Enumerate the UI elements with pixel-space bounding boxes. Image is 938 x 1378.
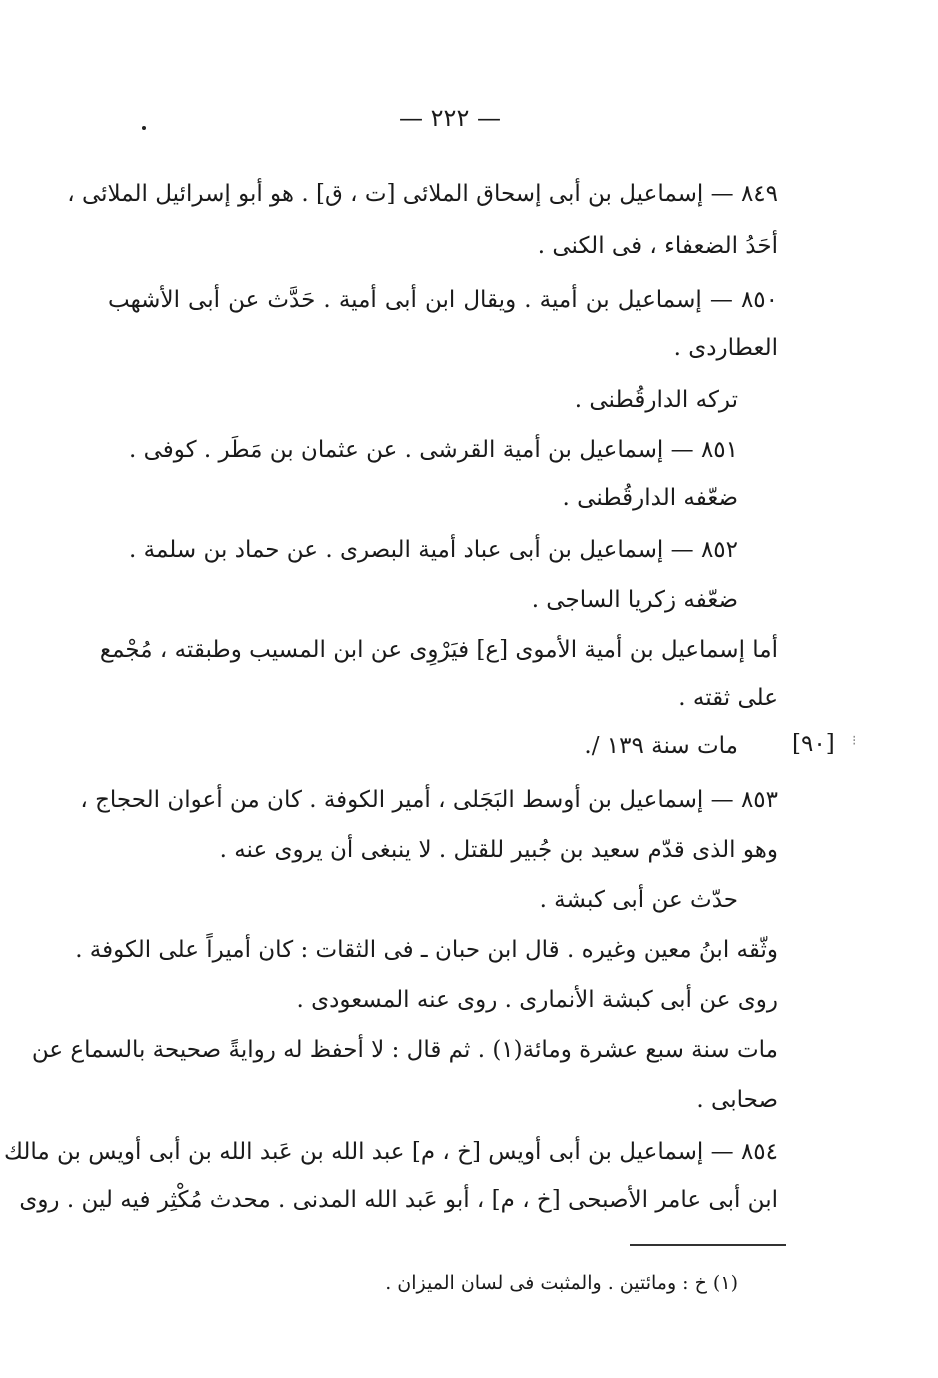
entry-850-note: تركه الدارقُطنى . [574, 387, 738, 413]
entry-853-line-1: ٨٥٣ — إسماعيل بن أوسط البَجَلى ، أمير الكوفة . كان من أعوان الحجاج ، [80, 787, 778, 813]
page-number: — ٢٢٢ — [399, 104, 501, 132]
margin-tick-mark: ⁝ [852, 733, 857, 749]
entry-853-line-4: وثّقه ابنُ معين وغيره . قال ابن حبان ـ فى الثقات : كان أميراً على الكوفة . [75, 937, 778, 963]
entry-853-line-2: وهو الذى قدّم سعيد بن جُبير للقتل . لا ينبغى أن يروى عنه . [219, 837, 778, 863]
entry-852-note: ضعّفه زكريا الساجى . [531, 587, 738, 613]
entry-853-line-6: مات سنة سبع عشرة ومائة(١) . ثم قال : لا أحفظ له روايةً صحيحة بالسماع عن [31, 1037, 778, 1063]
footnote: (١) خ : ومائتين . والمثبت فى لسان الميزان . [385, 1272, 738, 1294]
entry-849-line-1: ٨٤٩ — إسماعيل بن أبى إسحاق الملائى [ت ، ق] . هو أبو إسرائيل الملائى ، [67, 181, 778, 207]
entry-854-line-1: ٨٥٤ — إسماعيل بن أبى أويس [خ ، م] عبد الله بن عَبد الله بن أبى أويس بن مالك [3, 1139, 778, 1165]
margin-page-marker: [٩٠] [792, 731, 835, 757]
umawi-line-2: على ثقته . [678, 685, 778, 711]
entry-851-line-1: ٨٥١ — إسماعيل بن أمية القرشى . عن عثمان بن مَطَر . كوفى . [128, 437, 738, 463]
entry-851-note: ضعّفه الدارقُطنى . [562, 485, 738, 511]
entry-853-line-3: حدّث عن أبى كبشة . [539, 887, 738, 913]
entry-849-line-2: أحَدُ الضعفاء ، فى الكنى . [537, 233, 778, 259]
umawi-line-1: أما إسماعيل بن أمية الأموى [ع] فيَرْوِى عن ابن المسيب وطبقته ، مُجْمع [99, 637, 778, 663]
entry-854-line-2: ابن أبى عامر الأصبحى [خ ، م] ، أبو عَبد الله المدنى . محدث مُكْثِر فيه لين . روى [19, 1187, 778, 1213]
umawi-death: مات سنة ١٣٩ /. [584, 733, 738, 759]
footnote-divider [630, 1244, 786, 1246]
entry-852-line-1: ٨٥٢ — إسماعيل بن أبى عباد أمية البصرى . عن حماد بن سلمة . [129, 537, 738, 563]
entry-850-line-2: العطاردى . [673, 335, 778, 361]
entry-853-line-5: روى عن أبى كبشة الأنمارى . روى عنه المسعودى . [296, 987, 778, 1013]
ink-dot [142, 126, 146, 130]
entry-850-line-1: ٨٥٠ — إسماعيل بن أمية . ويقال ابن أبى أمية . حَدَّث عن أبى الأشهب [108, 287, 778, 313]
entry-853-line-7: صحابى . [696, 1087, 778, 1113]
